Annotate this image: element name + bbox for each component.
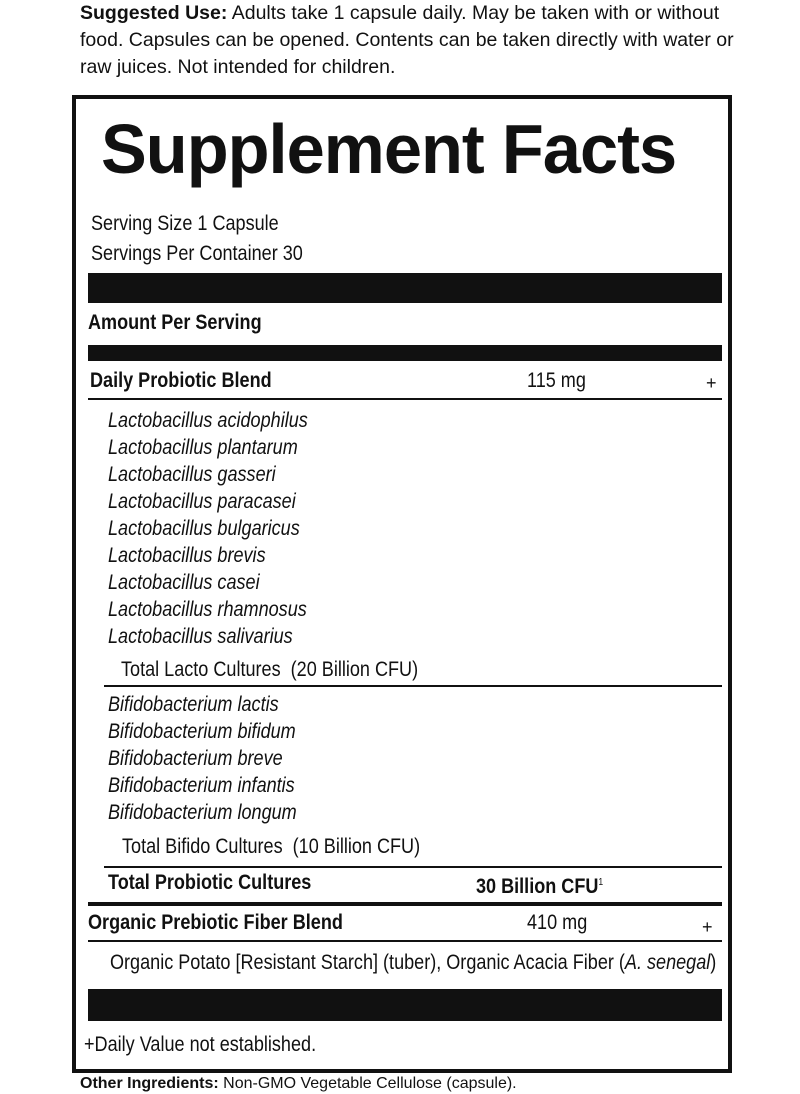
fiber-blend-name: Organic Prebiotic Fiber Blend bbox=[88, 911, 343, 934]
total-probiotic-value bbox=[476, 870, 603, 900]
thick-divider-1 bbox=[88, 273, 722, 303]
blend-rule bbox=[88, 398, 722, 400]
lacto-total-label: Total Lacto Cultures bbox=[121, 658, 281, 681]
fiber-description bbox=[110, 950, 716, 976]
strain-item: Lactobacillus salivarius bbox=[108, 625, 293, 648]
strain-item: Lactobacillus bulgaricus bbox=[108, 517, 300, 540]
strain-item: Lactobacillus acidophilus bbox=[108, 409, 308, 432]
bifido-total-value: (10 Billion CFU) bbox=[292, 835, 421, 858]
strain-item: Bifidobacterium longum bbox=[108, 801, 297, 824]
fiber-desc-prefix: Organic Potato [Resistant Starch] (tuber), Organic Acacia Fiber ( bbox=[110, 951, 625, 974]
fiber-rule bbox=[88, 940, 722, 942]
dv-text: Daily Value not established. bbox=[94, 1033, 317, 1056]
panel-title: Supplement Facts bbox=[101, 110, 677, 188]
servings-per-container: Servings Per Container 30 bbox=[91, 242, 303, 265]
strain-item: Lactobacillus brevis bbox=[108, 544, 266, 567]
dv-symbol: + bbox=[84, 1033, 95, 1056]
lacto-total bbox=[121, 657, 418, 683]
bifido-total-label: Total Bifido Cultures bbox=[122, 835, 283, 858]
lacto-total-value: (20 Billion CFU) bbox=[290, 658, 419, 681]
other-ingredients bbox=[80, 1074, 517, 1094]
strain-item: Lactobacillus casei bbox=[108, 571, 260, 594]
total-probiotic-footnote: 1 bbox=[598, 877, 604, 888]
daily-blend-name: Daily Probiotic Blend bbox=[90, 369, 272, 392]
suggested-use bbox=[80, 0, 740, 81]
strain-item: Lactobacillus gasseri bbox=[108, 463, 276, 486]
other-ingredients-text: Non-GMO Vegetable Cellulose (capsule). bbox=[218, 1075, 517, 1092]
strain-item: Lactobacillus rhamnosus bbox=[108, 598, 307, 621]
fiber-desc-species: A. senegal bbox=[624, 951, 711, 974]
daily-blend-amount: 115 mg bbox=[527, 369, 586, 392]
total-probiotic-amount: 30 Billion CFU bbox=[476, 875, 599, 898]
thick-divider-2 bbox=[88, 345, 722, 361]
total-probiotic-label: Total Probiotic Cultures bbox=[108, 871, 312, 894]
fiber-blend-dv: + bbox=[702, 917, 713, 937]
bifido-total bbox=[122, 834, 420, 860]
fiber-blend-amount: 410 mg bbox=[527, 911, 588, 934]
lacto-rule bbox=[104, 685, 722, 687]
fiber-divider bbox=[88, 902, 722, 906]
strain-item: Lactobacillus paracasei bbox=[108, 490, 296, 513]
strain-item: Bifidobacterium infantis bbox=[108, 774, 295, 797]
suggested-use-text: Adults take 1 capsule daily. May be taken with or without food. Capsules can be opened. Contents can be taken directly with water or raw juices. Not intended for children. bbox=[80, 2, 734, 78]
thick-divider-3 bbox=[88, 989, 722, 1021]
strain-item: Bifidobacterium breve bbox=[108, 747, 283, 770]
other-ingredients-label: Other Ingredients: bbox=[80, 1075, 219, 1092]
amount-per-serving: Amount Per Serving bbox=[88, 311, 262, 334]
serving-size: Serving Size 1 Capsule bbox=[91, 212, 279, 235]
fiber-desc-suffix: ) bbox=[710, 951, 717, 974]
strain-item: Bifidobacterium lactis bbox=[108, 693, 279, 716]
bifido-rule bbox=[104, 866, 722, 868]
strain-item: Bifidobacterium bifidum bbox=[108, 720, 296, 743]
daily-blend-dv: + bbox=[706, 373, 717, 393]
daily-value-note bbox=[84, 1032, 316, 1058]
strain-item: Lactobacillus plantarum bbox=[108, 436, 298, 459]
suggested-use-label: Suggested Use: bbox=[80, 2, 228, 24]
